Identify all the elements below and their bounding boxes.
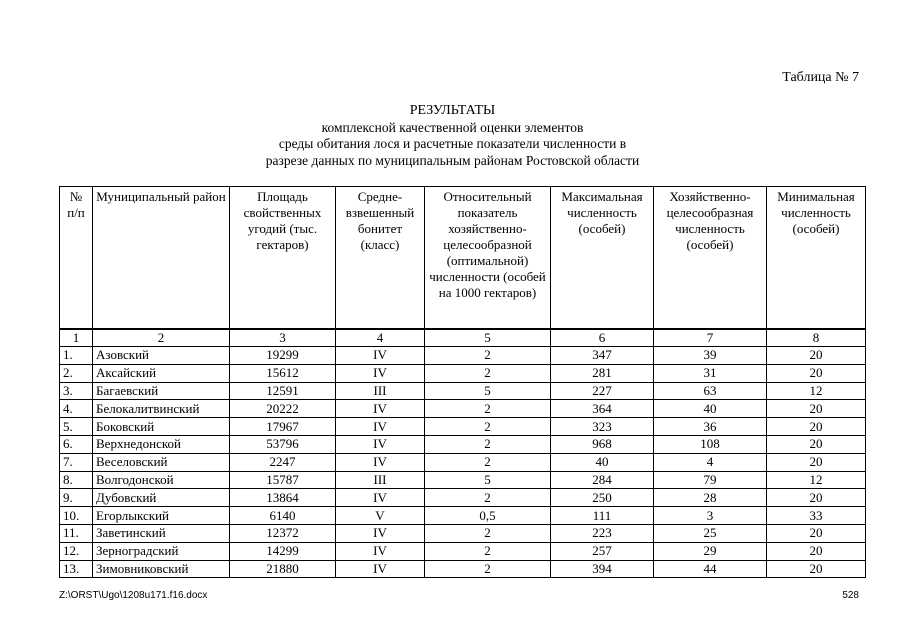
row-number-cell: 6.: [60, 435, 93, 453]
max-count-cell: 111: [551, 507, 654, 525]
area-cell: 53796: [230, 435, 336, 453]
results-table: [59, 186, 866, 578]
max-count-cell: 281: [551, 364, 654, 382]
table-heading: [0, 103, 905, 169]
table-row: [60, 453, 866, 471]
table-row: [60, 542, 866, 560]
relative-index-cell: 2: [425, 364, 551, 382]
district-cell: Заветинский: [93, 524, 230, 542]
row-number-cell: 1.: [60, 347, 93, 365]
column-header: Площадь свойственных угодий (тыс. гектаров): [230, 187, 336, 330]
column-header: Минимальная численность (особей): [767, 187, 866, 330]
heading-title: РЕЗУЛЬТАТЫ: [409, 103, 496, 118]
column-number-row: [60, 329, 866, 347]
max-count-cell: 40: [551, 453, 654, 471]
relative-index-cell: 2: [425, 400, 551, 418]
optimal-count-cell: 44: [654, 560, 767, 578]
area-cell: 17967: [230, 418, 336, 436]
column-header: Хозяйственно-целесообразная численность (особей): [654, 187, 767, 330]
column-header: № п/п: [60, 187, 93, 330]
row-number-cell: 10.: [60, 507, 93, 525]
row-number-cell: 11.: [60, 524, 93, 542]
area-cell: 21880: [230, 560, 336, 578]
row-number-cell: 8.: [60, 471, 93, 489]
district-cell: Багаевский: [93, 382, 230, 400]
district-cell: Веселовский: [93, 453, 230, 471]
min-count-cell: 20: [767, 560, 866, 578]
area-cell: 12372: [230, 524, 336, 542]
row-number-cell: 3.: [60, 382, 93, 400]
bonitet-cell: III: [336, 382, 425, 400]
row-number-cell: 9.: [60, 489, 93, 507]
optimal-count-cell: 31: [654, 364, 767, 382]
district-cell: Верхнедонской: [93, 435, 230, 453]
row-number-cell: 12.: [60, 542, 93, 560]
row-number-cell: 4.: [60, 400, 93, 418]
min-count-cell: 12: [767, 471, 866, 489]
column-header: Муниципальный район: [93, 187, 230, 330]
column-header: Относительный показатель хозяйственно-целесообразной (оптимальной) численности (особей на 1000 гектаров): [425, 187, 551, 330]
relative-index-cell: 0,5: [425, 507, 551, 525]
relative-index-cell: 2: [425, 418, 551, 436]
optimal-count-cell: 28: [654, 489, 767, 507]
heading-line-3: разрезе данных по муниципальным районам Ростовской области: [265, 152, 640, 168]
table-row: [60, 489, 866, 507]
area-cell: 6140: [230, 507, 336, 525]
table-header-row: [60, 187, 866, 330]
area-cell: 15787: [230, 471, 336, 489]
relative-index-cell: 2: [425, 453, 551, 471]
column-header: Максимальная численность (особей): [551, 187, 654, 330]
bonitet-cell: IV: [336, 560, 425, 578]
optimal-count-cell: 108: [654, 435, 767, 453]
table-row: [60, 400, 866, 418]
district-cell: Азовский: [93, 347, 230, 365]
district-cell: Зимовниковский: [93, 560, 230, 578]
relative-index-cell: 2: [425, 560, 551, 578]
table-row: [60, 560, 866, 578]
column-number: 6: [551, 329, 654, 347]
optimal-count-cell: 40: [654, 400, 767, 418]
row-number-cell: 7.: [60, 453, 93, 471]
max-count-cell: 227: [551, 382, 654, 400]
column-number: 3: [230, 329, 336, 347]
bonitet-cell: IV: [336, 524, 425, 542]
optimal-count-cell: 36: [654, 418, 767, 436]
column-header: Средне-взвешенный бонитет (класс): [336, 187, 425, 330]
min-count-cell: 33: [767, 507, 866, 525]
relative-index-cell: 2: [425, 524, 551, 542]
district-cell: Боковский: [93, 418, 230, 436]
column-number: 4: [336, 329, 425, 347]
min-count-cell: 12: [767, 382, 866, 400]
relative-index-cell: 5: [425, 382, 551, 400]
max-count-cell: 284: [551, 471, 654, 489]
column-number: 7: [654, 329, 767, 347]
column-number: 5: [425, 329, 551, 347]
optimal-count-cell: 29: [654, 542, 767, 560]
area-cell: 13864: [230, 489, 336, 507]
max-count-cell: 364: [551, 400, 654, 418]
footer-page-number: 528: [842, 590, 859, 601]
relative-index-cell: 2: [425, 489, 551, 507]
bonitet-cell: IV: [336, 364, 425, 382]
area-cell: 14299: [230, 542, 336, 560]
min-count-cell: 20: [767, 347, 866, 365]
bonitet-cell: IV: [336, 489, 425, 507]
table-row: [60, 382, 866, 400]
district-cell: Волгодонской: [93, 471, 230, 489]
bonitet-cell: IV: [336, 347, 425, 365]
optimal-count-cell: 4: [654, 453, 767, 471]
optimal-count-cell: 25: [654, 524, 767, 542]
max-count-cell: 257: [551, 542, 654, 560]
max-count-cell: 394: [551, 560, 654, 578]
table-row: [60, 507, 866, 525]
bonitet-cell: V: [336, 507, 425, 525]
relative-index-cell: 5: [425, 471, 551, 489]
area-cell: 12591: [230, 382, 336, 400]
table-number-label: Таблица № 7: [782, 70, 859, 85]
relative-index-cell: 2: [425, 542, 551, 560]
max-count-cell: 250: [551, 489, 654, 507]
heading-line-1: комплексной качественной оценки элементов: [321, 119, 584, 135]
table-row: [60, 435, 866, 453]
bonitet-cell: IV: [336, 418, 425, 436]
district-cell: Белокалитвинский: [93, 400, 230, 418]
optimal-count-cell: 39: [654, 347, 767, 365]
row-number-cell: 13.: [60, 560, 93, 578]
relative-index-cell: 2: [425, 435, 551, 453]
column-number: 2: [93, 329, 230, 347]
min-count-cell: 20: [767, 418, 866, 436]
min-count-cell: 20: [767, 400, 866, 418]
max-count-cell: 323: [551, 418, 654, 436]
min-count-cell: 20: [767, 489, 866, 507]
table-row: [60, 418, 866, 436]
bonitet-cell: IV: [336, 453, 425, 471]
row-number-cell: 2.: [60, 364, 93, 382]
max-count-cell: 223: [551, 524, 654, 542]
district-cell: Зерноградский: [93, 542, 230, 560]
max-count-cell: 347: [551, 347, 654, 365]
column-number: 8: [767, 329, 866, 347]
optimal-count-cell: 3: [654, 507, 767, 525]
area-cell: 19299: [230, 347, 336, 365]
area-cell: 2247: [230, 453, 336, 471]
min-count-cell: 20: [767, 364, 866, 382]
footer-file-path: Z:\ORST\Ugo\1208u171.f16.docx: [59, 590, 208, 601]
optimal-count-cell: 63: [654, 382, 767, 400]
table-row: [60, 471, 866, 489]
area-cell: 20222: [230, 400, 336, 418]
district-cell: Егорлыкский: [93, 507, 230, 525]
min-count-cell: 20: [767, 435, 866, 453]
row-number-cell: 5.: [60, 418, 93, 436]
bonitet-cell: IV: [336, 542, 425, 560]
column-number: 1: [60, 329, 93, 347]
district-cell: Дубовский: [93, 489, 230, 507]
table-row: [60, 347, 866, 365]
min-count-cell: 20: [767, 453, 866, 471]
relative-index-cell: 2: [425, 347, 551, 365]
heading-line-2: среды обитания лося и расчетные показатели численности в: [278, 136, 627, 151]
district-cell: Аксайский: [93, 364, 230, 382]
min-count-cell: 20: [767, 524, 866, 542]
bonitet-cell: III: [336, 471, 425, 489]
table-row: [60, 524, 866, 542]
min-count-cell: 20: [767, 542, 866, 560]
optimal-count-cell: 79: [654, 471, 767, 489]
area-cell: 15612: [230, 364, 336, 382]
bonitet-cell: IV: [336, 435, 425, 453]
bonitet-cell: IV: [336, 400, 425, 418]
table-row: [60, 364, 866, 382]
max-count-cell: 968: [551, 435, 654, 453]
